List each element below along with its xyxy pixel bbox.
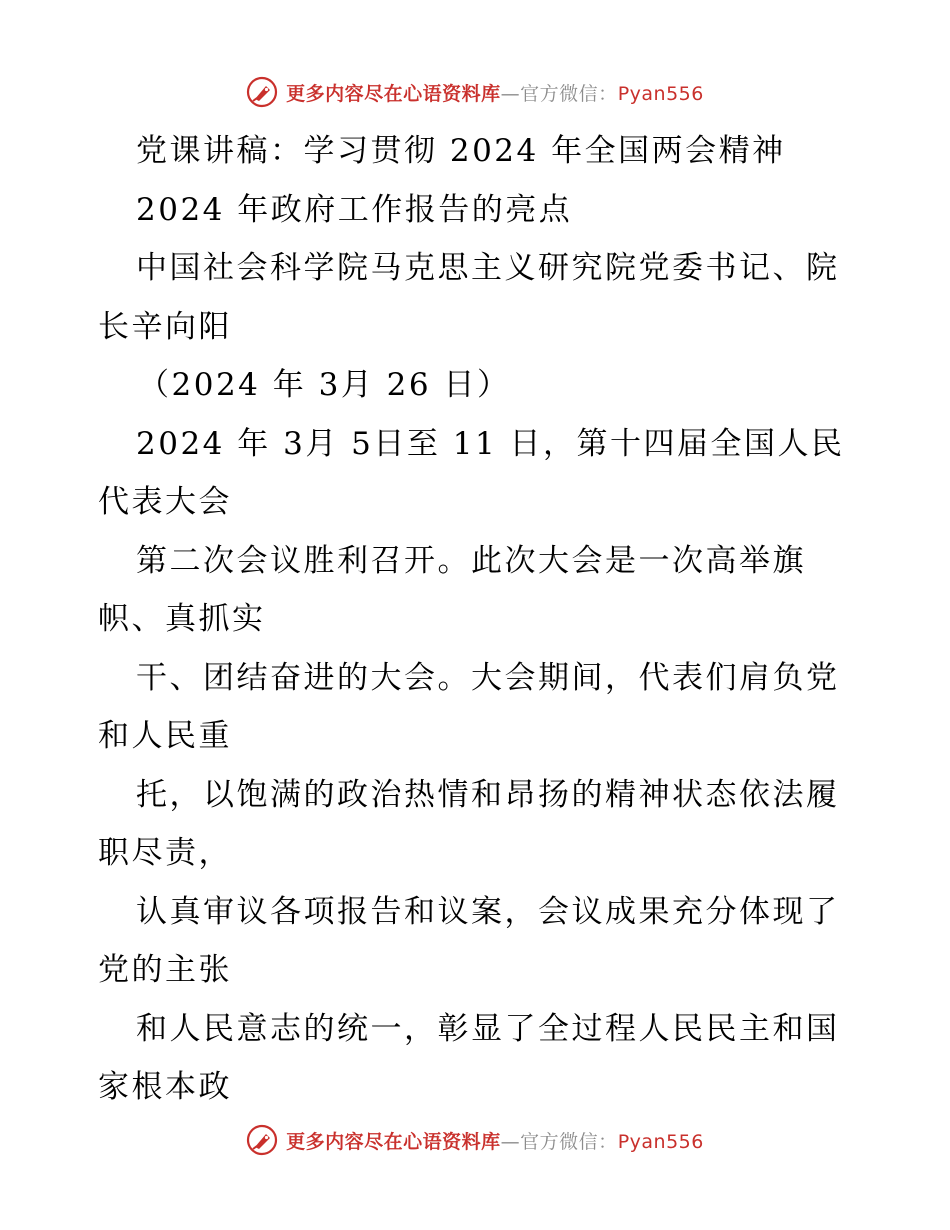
watermark-text: 更多内容尽在心语资料库—官方微信：Pyan556 — [286, 1130, 704, 1153]
paragraph-line: 帜、真抓实 — [98, 601, 266, 637]
watermark-text: 更多内容尽在心语资料库—官方微信：Pyan556 — [286, 82, 704, 105]
watermark-banner-bottom — [0, 1120, 950, 1160]
pen-nib-logo-icon — [246, 76, 278, 108]
author-line-cont: 长辛向阳 — [98, 308, 232, 345]
pen-nib-logo-icon — [246, 1124, 278, 1156]
paragraph-line: 职尽责， — [98, 835, 232, 871]
paragraph-line: 托，以饱满的政治热情和昂扬的精神状态依法履 — [136, 776, 840, 813]
paragraph-line: 代表大会 — [98, 484, 232, 520]
watermark-banner-top — [0, 72, 950, 112]
doc-title: 党课讲稿：学习贯彻 2024 年全国两会精神 — [136, 133, 786, 169]
doc-subtitle: 2024 年政府工作报告的亮点 — [136, 191, 573, 228]
paragraph-line: 认真审议各项报告和议案，会议成果充分体现了 — [136, 893, 840, 930]
author-line: 中国社会科学院马克思主义研究院党委书记、院 — [136, 250, 840, 286]
paragraph-line: 和人民意志的统一，彰显了全过程人民民主和国 — [136, 1010, 840, 1047]
paragraph-line: 和人民重 — [98, 718, 232, 754]
date-line: （2024 年 3月 26 日） — [138, 367, 511, 403]
document-body — [98, 122, 858, 1117]
paragraph-line: 党的主张 — [98, 952, 232, 988]
paragraph-line: 2024 年 3月 5日至 11 日，第十四届全国人民 — [136, 425, 845, 462]
paragraph-line: 干、团结奋进的大会。大会期间，代表们肩负党 — [136, 659, 840, 696]
paragraph-line: 第二次会议胜利召开。此次大会是一次高举旗 — [136, 542, 806, 579]
paragraph-line: 家根本政 — [98, 1069, 232, 1105]
